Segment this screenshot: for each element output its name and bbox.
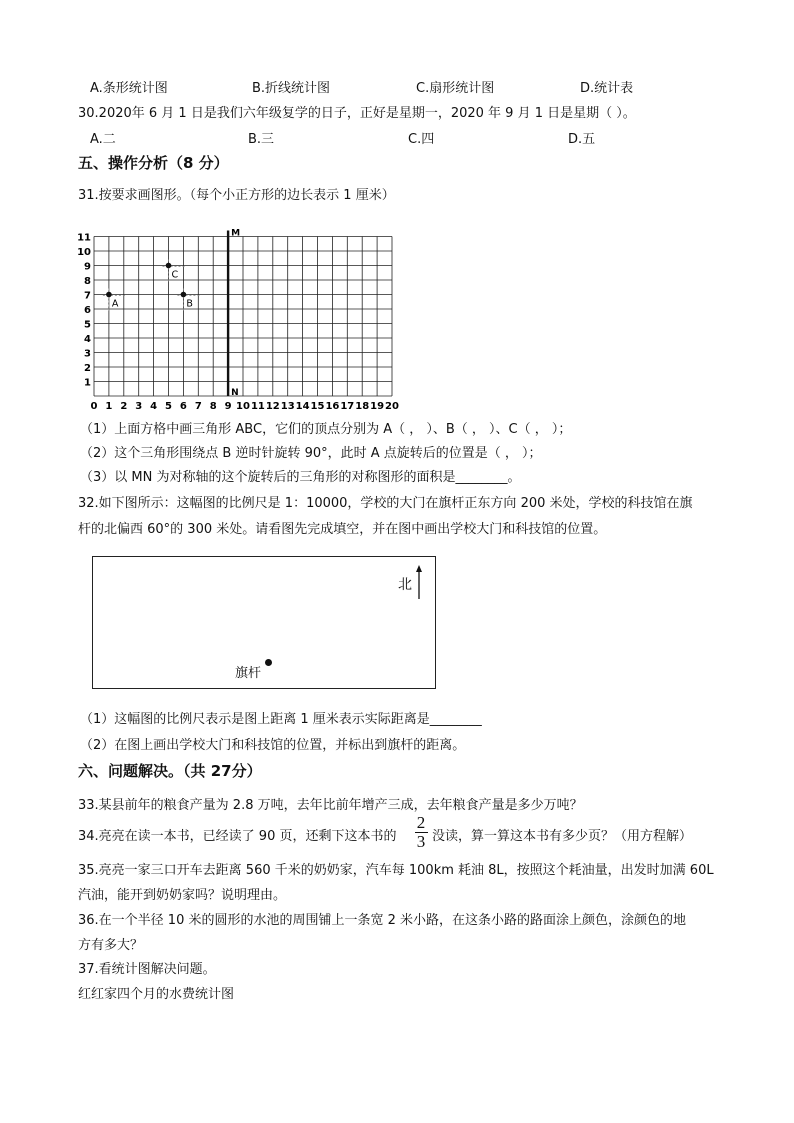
flagpole-label: 旗杆	[235, 666, 262, 681]
x-tick-label: 3	[135, 401, 143, 412]
x-tick-label: 16	[325, 401, 340, 412]
point-c	[166, 263, 172, 269]
section6-title: 六、问题解决。（共 27分）	[78, 762, 262, 780]
x-tick-label: 9	[224, 401, 232, 412]
x-tick-label: 11	[250, 401, 265, 412]
q34-fraction-denominator: 3	[416, 832, 426, 851]
x-tick-label: 14	[295, 401, 310, 412]
north-arrow-icon	[414, 565, 424, 601]
y-tick-label: 3	[84, 348, 91, 360]
x-tick-label: 15	[310, 401, 325, 412]
point-label-a: A	[111, 298, 119, 310]
q35-line1: 35.亮亮一家三口开车去距离 560 千米的奶奶家，汽车每 100km 耗油 8L，按照这个耗油量，出发时加满 60L	[78, 863, 714, 878]
x-tick-label: 10	[236, 401, 250, 412]
q29-option-c: C.扇形统计图	[416, 81, 495, 96]
north-label: 北	[398, 577, 412, 593]
x-tick-label: 12	[265, 401, 280, 412]
y-tick-label: 2	[84, 363, 91, 374]
q34-fraction-numerator: 2	[416, 813, 426, 832]
y-tick-label: 6	[84, 305, 91, 316]
y-tick-label: 5	[84, 319, 91, 331]
q32-sub1: （1）这幅图的比例尺表示是图上距离 1 厘米表示实际距离是________	[80, 712, 482, 727]
q37-text: 37.看统计图解决问题。	[78, 962, 216, 977]
map-box	[92, 556, 436, 689]
y-tick-label: 4	[84, 334, 91, 345]
q34-text-after: 没读，算一算这本书有多少页？（用方程解）	[432, 829, 693, 844]
x-tick-label: 17	[340, 401, 355, 412]
point-b	[181, 292, 187, 298]
x-tick-label: 20	[385, 401, 399, 412]
q32-line1: 32.如下图所示：这幅图的比例尺是 1：10000，学校的大门在旗杆正东方向 200 米处，学校的科技馆在旗	[78, 496, 693, 511]
point-label-b: B	[186, 298, 193, 310]
section5-title: 五、操作分析（8 分）	[78, 154, 229, 172]
q37-chart-title: 红红家四个月的水费统计图	[78, 987, 235, 1002]
q34-text-before: 34.亮亮在读一本书，已经读了 90 页，还剩下这本书的	[78, 829, 397, 844]
q29-option-b: B.折线统计图	[252, 81, 331, 96]
flagpole-dot	[265, 659, 272, 666]
q31-sub1: （1）上面方格中画三角形 ABC，它们的顶点分别为 A（ ， ）、B（ ， ）、C（ ， ）；	[80, 422, 572, 437]
q35-line2: 汽油，能开到奶奶家吗？说明理由。	[78, 888, 287, 903]
x-tick-label: 19	[370, 401, 385, 412]
x-tick-label: 5	[165, 401, 172, 412]
x-tick-label: 1	[105, 401, 113, 412]
coordinate-grid	[74, 218, 404, 413]
y-tick-label: 8	[84, 276, 91, 287]
axis-label-n: N	[231, 388, 239, 398]
q32-sub2: （2）在图上画出学校大门和科技馆的位置，并标出到旗杆的距离。	[80, 738, 466, 753]
q31-sub2: （2）这个三角形围绕点 B 逆时针旋转 90°，此时 A 点旋转后的位置是（ ， ）；	[80, 446, 542, 461]
q36-line2: 方有多大？	[78, 938, 144, 953]
x-tick-label: 4	[150, 401, 158, 412]
x-tick-label: 2	[120, 401, 128, 412]
q29-option-a: A.条形统计图	[90, 81, 168, 96]
x-tick-label: 6	[179, 401, 187, 412]
y-tick-label: 11	[77, 232, 91, 244]
x-tick-label: 7	[194, 401, 202, 412]
point-label-c: C	[171, 269, 179, 281]
x-tick-label: 18	[355, 401, 370, 412]
q30-option-a: A.二	[90, 132, 116, 147]
q30-option-d: D.五	[568, 132, 596, 147]
x-tick-label: 13	[280, 401, 295, 412]
q36-line1: 36.在一个半径 10 米的圆形的水池的周围铺上一条宽 2 米小路，在这条小路的路面涂上颜色，涂颜色的地	[78, 913, 687, 928]
y-tick-label: 1	[84, 377, 91, 389]
q34-fraction	[414, 815, 428, 850]
q33-text: 33.某县前年的粮食产量为 2.8 万吨，去年比前年增产三成，去年粮食产量是多少万吨？	[78, 798, 583, 813]
point-a	[106, 292, 112, 298]
q30-option-b: B.三	[248, 132, 275, 147]
q29-option-d: D.统计表	[580, 81, 634, 96]
q31-text: 31.按要求画图形。（每个小正方形的边长表示 1 厘米）	[78, 188, 395, 203]
y-tick-label: 10	[77, 247, 91, 258]
y-tick-label: 9	[84, 261, 91, 273]
q31-sub3: （3）以 MN 为对称轴的这个旋转后的三角形的对称图形的面积是________。	[80, 470, 521, 485]
q30-text: 30.2020年 6 月 1 日是我们六年级复学的日子，正好是星期一，2020 年 9 月 1 日是星期（ ）。	[78, 106, 636, 121]
q32-line2: 杆的北偏西 60°的 300 米处。请看图先完成填空，并在图中画出学校大门和科技馆的位置。	[78, 522, 607, 537]
axis-label-m: M	[231, 228, 241, 239]
x-tick-label: 0	[90, 401, 98, 412]
y-tick-label: 7	[84, 290, 91, 302]
x-tick-label: 8	[209, 401, 217, 412]
q30-option-c: C.四	[408, 132, 435, 147]
